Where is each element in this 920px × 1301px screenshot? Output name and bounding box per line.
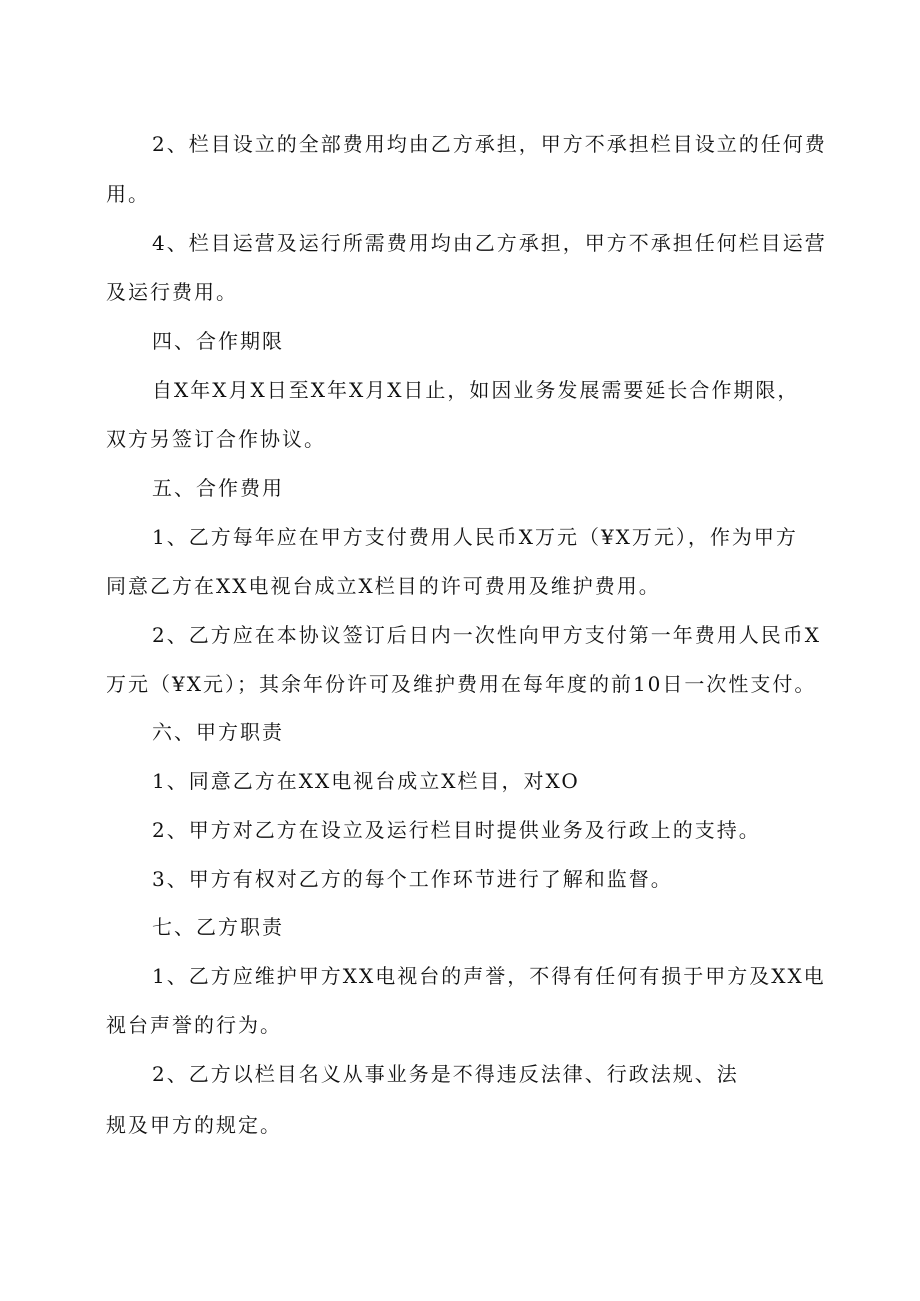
fees-2-line-2: 万元（¥X元）；其余年份许可及维护费用在每年度的前10日一次性支付。 (106, 672, 817, 696)
fees-1-line-2: 同意乙方在XX电视台成立X栏目的许可费用及维护费用。 (106, 574, 661, 598)
fees-2-line-1: 2、乙方应在本协议签订后日内一次性向甲方支付第一年费用人民币X (152, 623, 821, 647)
fees-1-line-1: 1、乙方每年应在甲方支付费用人民币X万元（¥X万元），作为甲方 (152, 525, 798, 549)
term-line-1: 自X年X月X日至X年X月X日止，如因业务发展需要延长合作期限， (152, 378, 800, 402)
party-a-duty-2: 2、甲方对乙方在设立及运行栏目时提供业务及行政上的支持。 (152, 818, 761, 842)
section-heading-party-a: 六、甲方职责 (152, 720, 284, 744)
paragraph-2-line-1: 2、栏目设立的全部费用均由乙方承担，甲方不承担栏目设立的任何费 (152, 132, 827, 156)
section-heading-party-b: 七、乙方职责 (152, 915, 284, 939)
party-b-duty-2-line-2: 规及甲方的规定。 (106, 1113, 282, 1137)
party-b-duty-1-line-2: 视台声誉的行为。 (106, 1013, 282, 1037)
party-a-duty-3: 3、甲方有权对乙方的每个工作环节进行了解和监督。 (152, 867, 673, 891)
party-a-duty-1: 1、同意乙方在XX电视台成立X栏目，对XO (152, 769, 580, 793)
party-b-duty-2-line-1: 2、乙方以栏目名义从事业务是不得违反法律、行政法规、法 (152, 1062, 739, 1086)
party-b-duty-1-line-1: 1、乙方应维护甲方XX电视台的声誉，不得有任何有损于甲方及XX电 (152, 964, 826, 988)
paragraph-4-line-2: 及运行费用。 (106, 280, 238, 304)
section-heading-term: 四、合作期限 (152, 329, 284, 353)
paragraph-4-line-1: 4、栏目运营及运行所需费用均由乙方承担，甲方不承担任何栏目运营 (152, 231, 827, 255)
term-line-2: 双方另签订合作协议。 (106, 427, 326, 451)
paragraph-2-line-2: 用。 (106, 182, 150, 206)
section-heading-fees: 五、合作费用 (152, 476, 284, 500)
